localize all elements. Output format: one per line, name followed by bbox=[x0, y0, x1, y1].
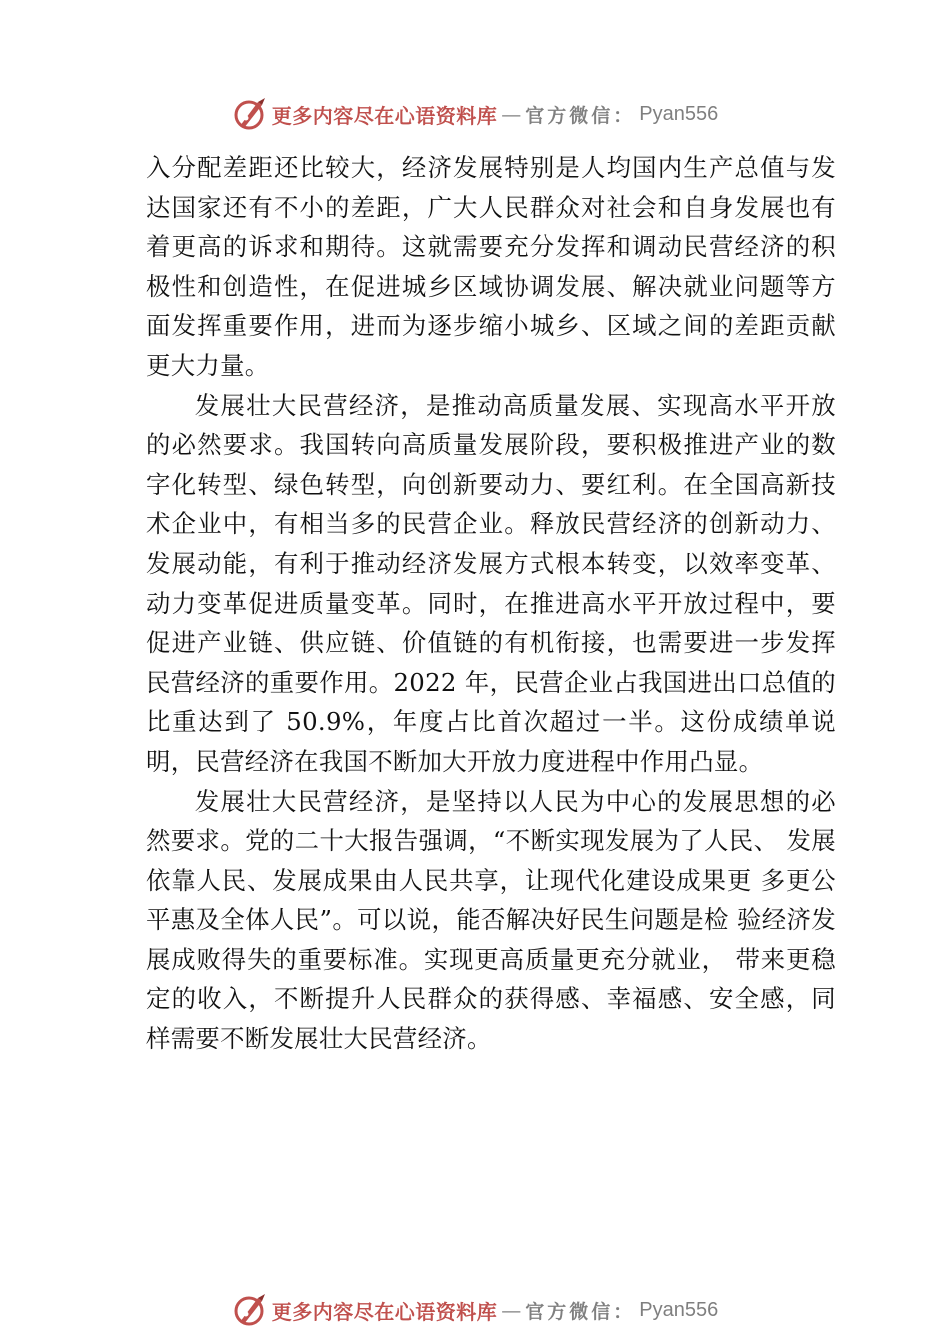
banner-contact-id: Pyan556 bbox=[639, 102, 719, 125]
document-body bbox=[146, 148, 836, 1059]
quill-logo-icon bbox=[232, 96, 268, 132]
banner-contact-label: 官方微信： bbox=[525, 1300, 636, 1323]
banner-contact-label: 官方微信： bbox=[525, 104, 636, 127]
banner-dash: — bbox=[501, 102, 522, 126]
quill-logo-icon bbox=[232, 1292, 268, 1328]
paragraph-1: 入分配差距还比较大，经济发展特别是人均国内生产总值与发达国家还有不小的差距，广大人民群众对社会和自身发展也有着更高的诉求和期待。这就需要充分发挥和调动民营经济的积极性和创造性，在促进城乡区域协调发展、解决就业问题等方面发挥重要作用，进而为逐步缩小城乡、区域之间的差距贡献更大力量。 bbox=[146, 153, 836, 380]
footer-banner bbox=[0, 1290, 950, 1330]
paragraph-2: 发展壮大民营经济，是推动高质量发展、实现高水平开放的必然要求。我国转向高质量发展阶段，要积极推进产业的数字化转型、绿色转型，向创新要动力、要红利。在全国高新技术企业中，有相当多的民营企业。释放民营经济的创新动力、发展动能，有利于推动经济发展方式根本转变，以效率变革、动力变革促进质量变革。同时，在推进高水平开放过程中，要促进产业链、供应链、价值链的有机衔接，也需要进一步发挥民营经济的重要作用。2022 年，民营企业占我国进出口总值的比重达到了 50.9%，年度占比首次超过一半。这份成绩单说明，民营经济在我国不断加大开放力度进程中作用凸显。 bbox=[146, 390, 836, 776]
header-banner bbox=[0, 94, 950, 134]
banner-title: 更多内容尽在心语资料库 bbox=[271, 103, 498, 128]
banner-contact-id: Pyan556 bbox=[639, 1298, 719, 1321]
banner-dash: — bbox=[501, 1298, 522, 1322]
paragraph-3: 发展壮大民营经济，是坚持以人民为中心的发展思想的必然要求。党的二十大报告强调，“不断实现发展为了人民、 发展依靠人民、发展成果由人民共享，让现代化建设成果更 多更公平惠及全体人民”。可以说，能否解决好民生问题是检 验经济发展成败得失的重要标准。实现更高质量更充分就业， 带来更稳定的收入，不断提升人民群众的获得感、幸福感、安全感，同样需要不断发展壮大民营经济。 bbox=[146, 786, 836, 1054]
banner-title: 更多内容尽在心语资料库 bbox=[271, 1299, 498, 1324]
